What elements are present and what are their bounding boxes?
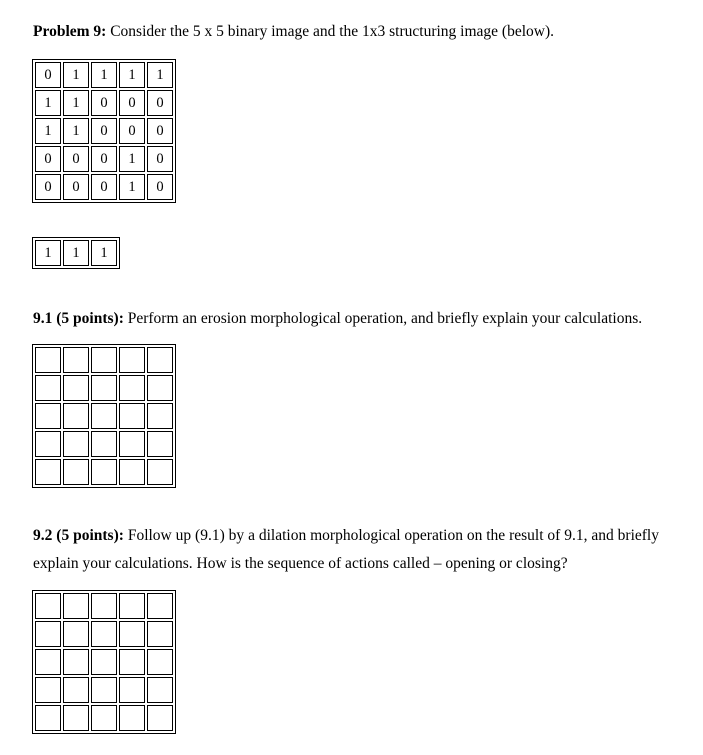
answer-cell[interactable]	[91, 621, 117, 647]
grid-row	[35, 677, 173, 703]
answer-cell[interactable]	[147, 593, 173, 619]
binary-image-cell: 1	[119, 146, 145, 172]
binary-image-cell: 0	[63, 174, 89, 200]
answer-cell[interactable]	[35, 459, 61, 485]
problem-statement	[33, 18, 554, 46]
answer-cell[interactable]	[119, 705, 145, 731]
binary-image-cell: 0	[119, 90, 145, 116]
erosion-answer-grid	[32, 344, 176, 488]
binary-image-cell: 0	[63, 146, 89, 172]
answer-cell[interactable]	[119, 403, 145, 429]
answer-cell[interactable]	[147, 459, 173, 485]
answer-cell[interactable]	[63, 705, 89, 731]
binary-image-cell: 1	[63, 62, 89, 88]
grid-row	[35, 90, 173, 116]
q2-heading: 9.2 (5 points):	[33, 527, 124, 544]
answer-cell[interactable]	[119, 431, 145, 457]
answer-cell[interactable]	[147, 347, 173, 373]
question-9-1	[33, 305, 642, 333]
grid-row	[35, 146, 173, 172]
binary-image-cell: 0	[35, 62, 61, 88]
structuring-element-cell: 1	[91, 240, 117, 266]
answer-cell[interactable]	[63, 375, 89, 401]
binary-image-cell: 0	[35, 146, 61, 172]
answer-cell[interactable]	[91, 593, 117, 619]
binary-image-cell: 0	[147, 174, 173, 200]
answer-cell[interactable]	[35, 621, 61, 647]
answer-cell[interactable]	[35, 403, 61, 429]
grid-row	[35, 431, 173, 457]
answer-cell[interactable]	[63, 347, 89, 373]
binary-image-cell: 1	[63, 90, 89, 116]
answer-cell[interactable]	[63, 403, 89, 429]
answer-cell[interactable]	[63, 593, 89, 619]
binary-image-cell: 1	[119, 174, 145, 200]
answer-cell[interactable]	[35, 677, 61, 703]
answer-cell[interactable]	[35, 375, 61, 401]
binary-image-table	[32, 59, 176, 203]
answer-cell[interactable]	[147, 649, 173, 675]
binary-image-cell: 1	[119, 62, 145, 88]
grid-row	[35, 118, 173, 144]
binary-image-cell: 0	[91, 174, 117, 200]
grid-row	[35, 174, 173, 200]
answer-cell[interactable]	[119, 375, 145, 401]
answer-cell[interactable]	[91, 649, 117, 675]
answer-cell[interactable]	[119, 593, 145, 619]
grid-row	[35, 375, 173, 401]
answer-cell[interactable]	[119, 347, 145, 373]
binary-image-cell: 1	[63, 118, 89, 144]
grid-row	[35, 62, 173, 88]
q1-text: Perform an erosion morphological operation, and briefly explain your calculations.	[123, 310, 643, 327]
grid-row	[35, 240, 117, 266]
answer-cell[interactable]	[35, 649, 61, 675]
grid-row	[35, 705, 173, 731]
binary-image-cell: 0	[147, 90, 173, 116]
grid-row	[35, 593, 173, 619]
binary-image-cell: 0	[119, 118, 145, 144]
dilation-answer-grid	[32, 590, 176, 734]
grid-row	[35, 459, 173, 485]
binary-image-cell: 1	[147, 62, 173, 88]
answer-cell[interactable]	[35, 431, 61, 457]
answer-cell[interactable]	[35, 593, 61, 619]
answer-cell[interactable]	[147, 431, 173, 457]
binary-image-cell: 0	[91, 146, 117, 172]
answer-cell[interactable]	[147, 621, 173, 647]
question-9-2	[33, 522, 659, 578]
answer-cell[interactable]	[91, 431, 117, 457]
answer-cell[interactable]	[147, 705, 173, 731]
grid-row	[35, 649, 173, 675]
answer-cell[interactable]	[119, 649, 145, 675]
answer-cell[interactable]	[63, 649, 89, 675]
grid-row	[35, 403, 173, 429]
binary-image-cell: 0	[91, 118, 117, 144]
answer-cell[interactable]	[63, 677, 89, 703]
answer-cell[interactable]	[147, 375, 173, 401]
binary-image-cell: 0	[147, 118, 173, 144]
answer-cell[interactable]	[91, 375, 117, 401]
structuring-element-table	[32, 237, 120, 269]
answer-cell[interactable]	[119, 677, 145, 703]
grid-row	[35, 621, 173, 647]
answer-cell[interactable]	[63, 621, 89, 647]
structuring-element-cell: 1	[63, 240, 89, 266]
binary-image-cell: 1	[35, 118, 61, 144]
answer-cell[interactable]	[119, 621, 145, 647]
answer-cell[interactable]	[147, 403, 173, 429]
q1-heading: 9.1 (5 points):	[33, 310, 124, 327]
answer-cell[interactable]	[91, 705, 117, 731]
binary-image-cell: 0	[91, 90, 117, 116]
answer-cell[interactable]	[35, 347, 61, 373]
answer-cell[interactable]	[35, 705, 61, 731]
structuring-element-cell: 1	[35, 240, 61, 266]
answer-cell[interactable]	[119, 459, 145, 485]
answer-cell[interactable]	[63, 431, 89, 457]
answer-cell[interactable]	[63, 459, 89, 485]
answer-cell[interactable]	[91, 403, 117, 429]
binary-image-cell: 0	[147, 146, 173, 172]
binary-image-cell: 1	[91, 62, 117, 88]
problem-heading: Problem 9:	[33, 23, 107, 40]
answer-cell[interactable]	[91, 677, 117, 703]
problem-text: Consider the 5 x 5 binary image and the 1x3 structuring image (below).	[106, 23, 554, 40]
grid-row	[35, 347, 173, 373]
q2-text: Follow up (9.1) by a dilation morphological operation on the result of 9.1, and briefly explain your calculations. How is the sequence of actions called – opening or closing?	[33, 527, 659, 572]
answer-cell[interactable]	[91, 459, 117, 485]
binary-image-cell: 0	[35, 174, 61, 200]
answer-cell[interactable]	[91, 347, 117, 373]
answer-cell[interactable]	[147, 677, 173, 703]
binary-image-cell: 1	[35, 90, 61, 116]
